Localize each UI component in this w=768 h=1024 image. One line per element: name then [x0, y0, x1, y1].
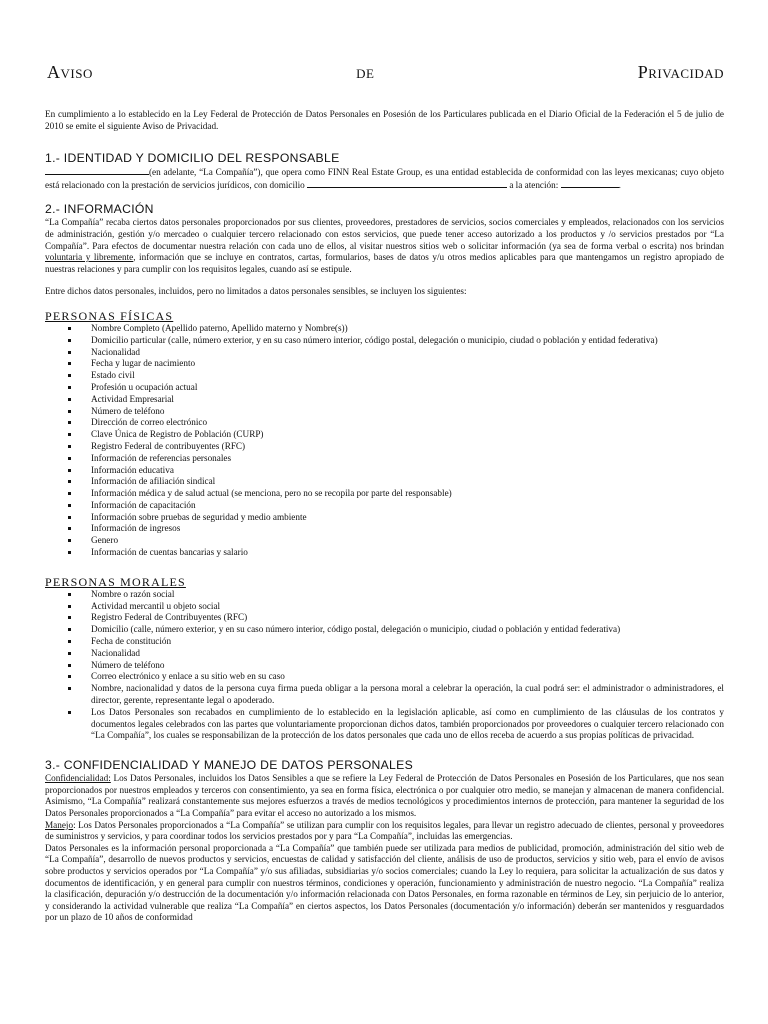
- personas-fisicas-heading: PERSONAS FÍSICAS: [45, 308, 174, 323]
- section-1-heading: 1.- IDENTIDAD Y DOMICILIO DEL RESPONSABLE: [45, 151, 340, 166]
- intro-paragraph: En cumplimiento a lo establecido en la Ley Federal de Protección de Datos Personales en Posesión de los Particulares publicada en el Diario Oficial de la Federación el 5 de julio de 2010 se emite el siguiente Aviso de Privacidad.: [45, 109, 724, 131]
- section-2-paragraph-2: Entre dichos datos personales, incluidos, pero no limitados a datos personales sensibles, se incluyen los siguientes:: [45, 286, 467, 297]
- blank-line: [45, 166, 149, 175]
- list-item: Estado civil: [68, 370, 724, 382]
- list-item: Genero: [68, 535, 724, 547]
- document-body: [45, 109, 724, 924]
- blank-line: [561, 179, 619, 188]
- list-item: Fecha y lugar de nacimiento: [68, 358, 724, 370]
- list-item: Información de ingresos: [68, 523, 724, 535]
- list-item: Los Datos Personales son recabados en cumplimiento de lo establecido en la legislación aplicable, así como en cumplimiento de las cláusulas de los contratos y documentos legales celebrados con las partes que voluntariamente proporcionan dichos datos, también proporcionados por proveedores o cualquier tercero relacionado con “La Compañía”, los cuales se responsabilizan de la protección de los datos personales que cada uno de ellos receba de acuerdo a sus propias políticas de privacidad.: [68, 707, 724, 742]
- list-item: Dirección de correo electrónico: [68, 417, 724, 429]
- list-item: Registro Federal de contribuyentes (RFC): [68, 441, 724, 453]
- list-item: Domicilio particular (calle, número exterior, y en su caso número interior, código postal, delegación o municipio, ciudad o población y entidad federativa): [68, 335, 724, 347]
- section-3-heading: 3.- CONFIDENCIALIDAD Y MANEJO DE DATOS PERSONALES: [45, 758, 413, 773]
- list-item: Información médica y de salud actual (se menciona, pero no se recopila por parte del responsable): [68, 488, 724, 500]
- section-1-paragraph: (en adelante, “La Compañía”), que opera como FINN Real Estate Group, es una entidad establecida de conformidad con las leyes mexicanas; cuyo objeto está relacionado con la prestación de servicios jurídicos, con domicilio a la atención: .: [45, 167, 724, 190]
- list-item: Nacionalidad: [68, 648, 724, 660]
- list-item: Información de cuentas bancarias y salario: [68, 547, 724, 559]
- list-item: Número de teléfono: [68, 660, 724, 672]
- section-3-paragraph-3: Datos Personales es la información personal proporcionada a “La Compañía” que también puede ser utilizada para medios de publicidad, promoción, administración del sitio web de “La Compañía”, desarrollo de nuevos productos y servicios, encuestas de calidad y satisfacción del cliente, análisis de uso de productos, servicios y sitio web, para el envío de avisos sobre productos y servicios operados por “La Compañía” y/o sus afiliadas, subsidiarias y/o socios comerciales; cuando la Ley lo requiera, para solicitar la actualización de sus datos y documentos de identificación, y en general para cumplir con nuestros términos, condiciones y operación, funcionamiento y administración de nuestro negocio. “La Compañía” realiza la clasificación, depuración y/o destrucción de la documentación y/o información relacionada con Datos Personales, en forma razonable en términos de Ley, sin perjuicio de lo anterior, y considerando la actividad vulnerable que realiza “La Compañía” en ciertos aspectos, los Datos Personales (documentación y/o información) deberán ser mantenidos y resguardados por un plazo de 10 años de conformidad: [45, 842, 724, 923]
- list-item: Registro Federal de Contribuyentes (RFC): [68, 612, 724, 624]
- manejo-paragraph: Manejo: Los Datos Personales proporcionados a “La Compañía” se utilizan para cumplir con los requisitos legales, para llevar un registro adecuado de clientes, personal y proveedores de suministros y servicios, y para coordinar todos los servicios prestados por y para “La Compañía”, incluidas las emergencias.: [45, 819, 724, 842]
- list-item: Actividad mercantil u objeto social: [68, 601, 724, 613]
- list-item: Nombre Completo (Apellido paterno, Apellido materno y Nombre(s)): [68, 323, 724, 335]
- title-word-aviso: Aviso: [47, 62, 93, 82]
- list-item: Información de afiliación sindical: [68, 476, 724, 488]
- document-title: [47, 62, 724, 83]
- list-item: Información educativa: [68, 465, 724, 477]
- list-item: Nacionalidad: [68, 347, 724, 359]
- list-item: Domicilio (calle, número exterior, y en su caso número interior, código postal, delegación o municipio, ciudad o población y entidad federativa): [68, 624, 724, 636]
- list-item: Fecha de constitución: [68, 636, 724, 648]
- personas-fisicas-list: [45, 323, 724, 559]
- title-word-privacidad: Privacidad: [637, 62, 724, 82]
- title-word-de: de: [356, 62, 375, 82]
- list-item: Nombre, nacionalidad y datos de la persona cuya firma pueda obligar a la persona moral a celebrar la operación, la cual podrá ser: el administrador o administradores, el director, gerente, representante legal o apoderado.: [68, 683, 724, 707]
- personas-morales-heading: PERSONAS MORALES: [45, 574, 186, 589]
- list-item: Profesión u ocupación actual: [68, 382, 724, 394]
- list-item: Nombre o razón social: [68, 589, 724, 601]
- list-item: Actividad Empresarial: [68, 394, 724, 406]
- list-item: Número de teléfono: [68, 406, 724, 418]
- list-item: Información sobre pruebas de seguridad y medio ambiente: [68, 512, 724, 524]
- list-item: Clave Única de Registro de Población (CURP): [68, 429, 724, 441]
- personas-morales-list: [45, 589, 724, 742]
- list-item: Información de referencias personales: [68, 453, 724, 465]
- list-item: Correo electrónico y enlace a su sitio web en su caso: [68, 671, 724, 683]
- blank-line: [307, 179, 507, 188]
- section-2-paragraph-1: “La Compañía” recaba ciertos datos personales proporcionados por sus clientes, proveedores, prestadores de servicios, socios comerciales y empleados, relacionados con los servicios de administración, gestión y/o mercadeo o cualquier tercero relacionado con estos servicios, que puede tener acceso autorizado a los productos y /o servicios prestados por “La Compañía”. Para efectos de documentar nuestra relación con cada uno de ellos, al visitar nuestros sitios web o solicitar información (ya sea de forma verbal o escrita) nos brindan voluntaria y libremente, información que se incluye en contratos, cartas, formularios, bases de datos y/u otros medios aplicables para que mantengamos un registro apropiado de nuestras relaciones y para cumplir con los requisitos legales, cuando así se estipule.: [45, 217, 724, 274]
- list-item: Información de capacitación: [68, 500, 724, 512]
- section-2-heading: 2.- INFORMACIÓN: [45, 202, 154, 217]
- confidencialidad-paragraph: Confidencialidad: Los Datos Personales, incluidos los Datos Sensibles a que se refiere la Ley Federal de Protección de Datos Personales en Posesión de los Particulares, que nos sean proporcionados por nuestros empleados y terceros con consentimiento, ya sea en forma física, electrónica o por cualquier otro medio, se manejan y almacenan de manera confidencial. Asimismo, “La Compañía” realizará constantemente sus mejores esfuerzos a través de medios tecnológicos y procedimientos internos de protección, para mantener la seguridad de los Datos Personales proporcionados a “La Compañía” para evitar el acceso no autorizado a los mismos.: [45, 773, 724, 819]
